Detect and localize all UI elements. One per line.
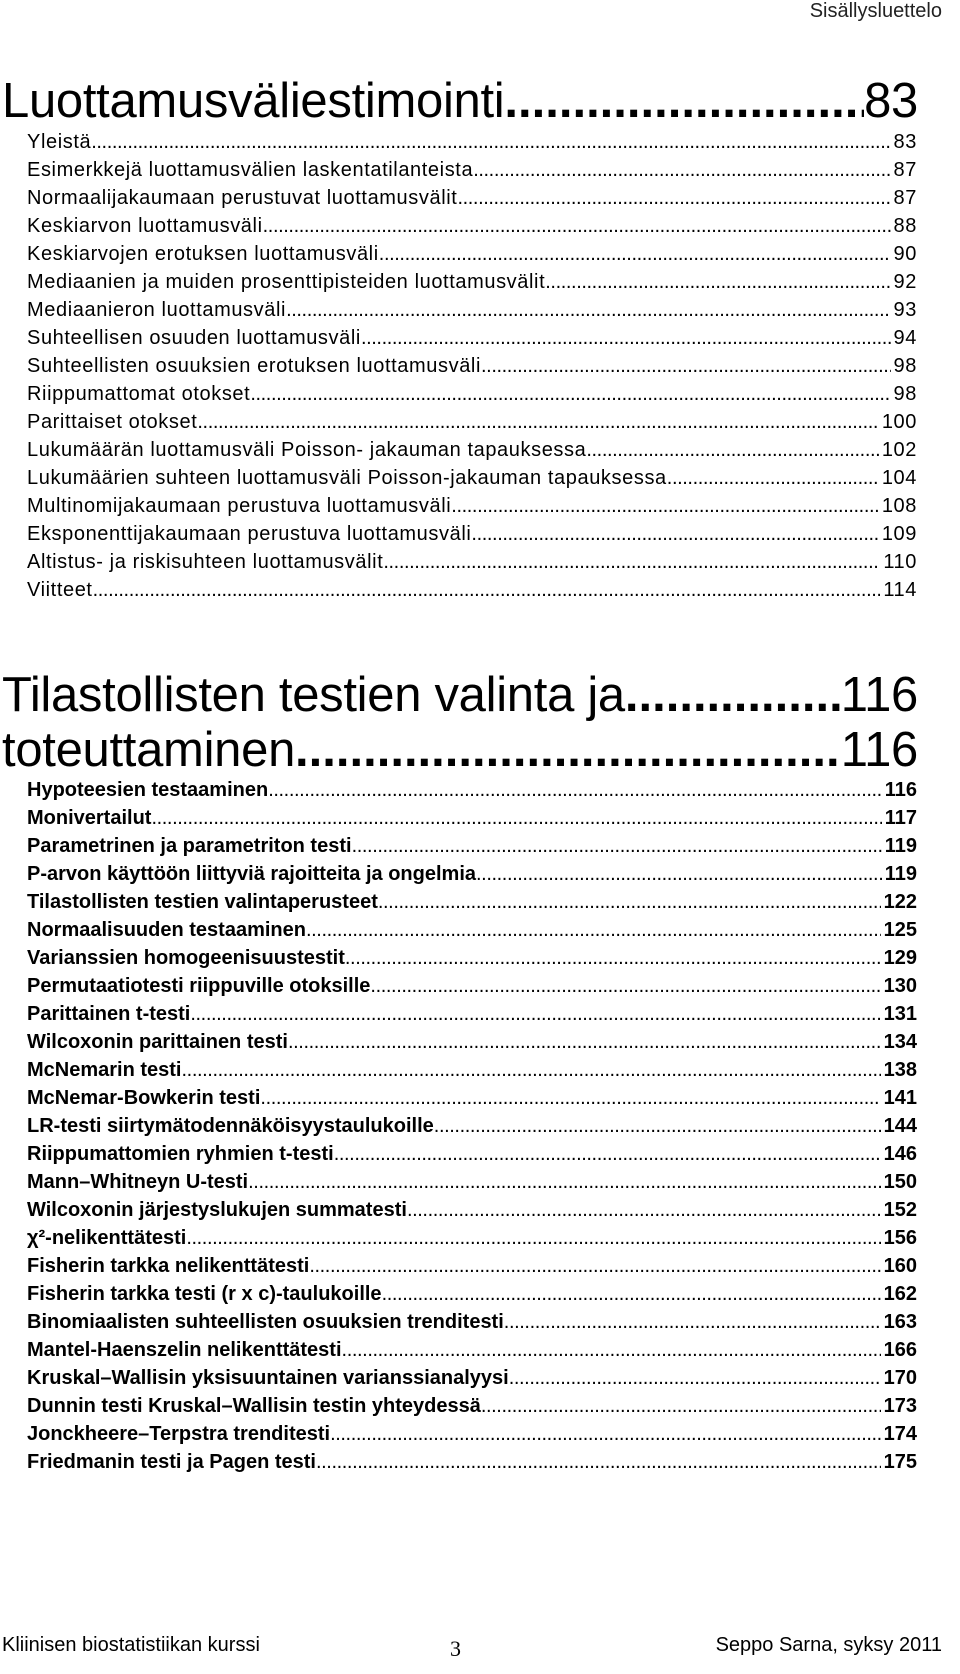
toc-entry[interactable] — [27, 832, 917, 860]
dot-leader — [151, 804, 881, 832]
toc-entry-title: Fisherin tarkka testi (r x c)-taulukoille — [27, 1283, 382, 1305]
toc-entry-page: 94 — [893, 327, 917, 349]
toc-entry-page: 90 — [893, 243, 917, 265]
section-title-test-selection-line2[interactable] — [2, 722, 918, 778]
toc-entry-title: Mediaanien ja muiden prosenttipisteiden luottamusvälit — [27, 271, 546, 293]
toc-entry-title: Parittainen t-testi — [27, 1003, 191, 1025]
toc-entry-page: 138 — [883, 1059, 917, 1081]
dot-leader — [370, 972, 880, 1000]
toc-entry[interactable] — [27, 268, 917, 296]
dot-leader — [263, 212, 891, 240]
toc-entry[interactable] — [27, 804, 917, 832]
toc-entry[interactable] — [27, 1168, 917, 1196]
toc-entry-page: 166 — [883, 1339, 917, 1361]
toc-entry-page: 129 — [883, 947, 917, 969]
toc-entry-title: Mediaanieron luottamusväli — [27, 299, 287, 321]
toc-entry-page: 83 — [893, 131, 917, 153]
toc-entry[interactable] — [27, 916, 917, 944]
dot-leader — [504, 73, 864, 129]
toc-entry[interactable] — [27, 1364, 917, 1392]
dot-leader — [586, 436, 878, 464]
toc-entry-title: Hypoteesien testaaminen — [27, 779, 269, 801]
toc-entry[interactable] — [27, 464, 917, 492]
toc-entry[interactable] — [27, 380, 917, 408]
toc-entry[interactable] — [27, 972, 917, 1000]
toc-entry[interactable] — [27, 1420, 917, 1448]
toc-entry-page: 130 — [883, 975, 917, 997]
toc-entry[interactable] — [27, 1392, 917, 1420]
toc-entry-title: Tilastollisten testien valintaperusteet — [27, 891, 378, 913]
toc-entry-page: 117 — [884, 807, 917, 829]
toc-entry-page: 87 — [893, 159, 917, 181]
section-title-confidence-intervals[interactable] — [2, 73, 918, 129]
section-title-text: Tilastollisten testien valinta ja — [2, 668, 625, 722]
toc-entry-page: 108 — [881, 495, 917, 517]
toc-entry-page: 88 — [893, 215, 917, 237]
toc-entry-page: 131 — [883, 1003, 917, 1025]
dot-leader — [91, 128, 890, 156]
toc-entry-page: 134 — [883, 1031, 917, 1053]
toc-list-confidence-intervals — [27, 128, 917, 604]
dot-leader — [288, 1028, 881, 1056]
toc-entry-page: 109 — [881, 523, 917, 545]
dot-leader — [268, 776, 882, 804]
toc-entry-page: 116 — [884, 779, 917, 801]
toc-entry-title: Yleistä — [27, 131, 92, 153]
dot-leader — [330, 1420, 881, 1448]
toc-entry-title: Parametrinen ja parametriton testi — [27, 835, 352, 857]
toc-entry[interactable] — [27, 296, 917, 324]
toc-entry-title: Viitteet — [27, 579, 93, 601]
toc-entry-page: 119 — [884, 835, 917, 857]
section-page-number: 116 — [840, 668, 918, 722]
dot-leader — [545, 268, 890, 296]
dot-leader — [481, 1392, 881, 1420]
toc-entry-title: Varianssien homogeenisuustestit — [27, 947, 345, 969]
dot-leader — [342, 1336, 881, 1364]
toc-entry-title: Lukumäärien suhteen luottamusväli Poisson-jakauman tapauksessa — [27, 467, 667, 489]
toc-entry[interactable] — [27, 212, 917, 240]
toc-entry[interactable] — [27, 156, 917, 184]
toc-entry-title: P-arvon käyttöön liittyviä rajoitteita ja ongelmia — [27, 863, 476, 885]
toc-entry-page: 98 — [893, 355, 917, 377]
toc-entry-page: 162 — [883, 1283, 917, 1305]
toc-entry-page: 104 — [881, 467, 917, 489]
dot-leader — [457, 184, 890, 212]
toc-entry-title: Suhteellisten osuuksien erotuksen luottamusväli — [27, 355, 482, 377]
dot-leader — [352, 832, 882, 860]
toc-entry[interactable] — [27, 324, 917, 352]
dot-leader — [260, 1084, 880, 1112]
toc-entry-title: Mann–Whitneyn U-testi — [27, 1171, 249, 1193]
toc-entry[interactable] — [27, 1084, 917, 1112]
toc-list-statistical-tests — [27, 776, 917, 1476]
toc-entry[interactable] — [27, 776, 917, 804]
dot-leader — [306, 916, 881, 944]
toc-entry-page: 102 — [881, 439, 917, 461]
toc-entry-page: 100 — [881, 411, 917, 433]
toc-entry-title: Eksponenttijakaumaan perustuva luottamusväli — [27, 523, 472, 545]
toc-entry-title: Riippumattomat otokset — [27, 383, 251, 405]
toc-entry-title: χ²-nelikenttätesti — [27, 1227, 187, 1249]
section-page-number: 116 — [840, 723, 918, 777]
dot-leader — [361, 324, 891, 352]
toc-entry-title: Suhteellisen osuuden luottamusväli — [27, 327, 361, 349]
dot-leader — [667, 464, 879, 492]
toc-entry-page: 92 — [893, 271, 917, 293]
toc-entry[interactable] — [27, 1448, 917, 1476]
toc-entry-page: 110 — [883, 551, 917, 573]
dot-leader — [197, 408, 878, 436]
toc-entry-title: Kruskal–Wallisin yksisuuntainen varianssianalyysi — [27, 1367, 509, 1389]
toc-entry-title: McNemar-Bowkerin testi — [27, 1087, 261, 1109]
section-title-test-selection-line1[interactable] — [2, 667, 918, 723]
dot-leader — [378, 888, 881, 916]
toc-entry-page: 150 — [883, 1171, 917, 1193]
toc-entry[interactable] — [27, 436, 917, 464]
section-title-text: toteuttaminen — [2, 723, 296, 777]
dot-leader — [250, 380, 890, 408]
toc-entry[interactable] — [27, 128, 917, 156]
toc-entry-page: 119 — [884, 863, 917, 885]
toc-entry-title: Multinomijakaumaan perustuva luottamusväli — [27, 495, 452, 517]
toc-entry[interactable] — [27, 1280, 917, 1308]
toc-entry[interactable] — [27, 1000, 917, 1028]
toc-entry-page: 141 — [883, 1087, 917, 1109]
toc-entry-page: 98 — [893, 383, 917, 405]
toc-entry[interactable] — [27, 1252, 917, 1280]
toc-entry[interactable] — [27, 492, 917, 520]
toc-entry-title: Altistus- ja riskisuhteen luottamusvälit — [27, 551, 384, 573]
toc-entry[interactable] — [27, 576, 917, 604]
toc-entry-title: Riippumattomien ryhmien t-testi — [27, 1143, 334, 1165]
dot-leader — [473, 156, 890, 184]
toc-entry[interactable] — [27, 944, 917, 972]
dot-leader — [383, 548, 880, 576]
footer-author: Seppo Sarna, syksy 2011 — [715, 1634, 942, 1656]
toc-entry-title: Esimerkkejä luottamusvälien laskentatilanteista — [27, 159, 474, 181]
toc-entry-page: 152 — [883, 1199, 917, 1221]
dot-leader — [345, 944, 881, 972]
toc-entry-page: 125 — [883, 919, 917, 941]
toc-entry[interactable] — [27, 1308, 917, 1336]
toc-entry-title: Keskiarvon luottamusväli — [27, 215, 263, 237]
toc-entry-page: 146 — [883, 1143, 917, 1165]
toc-entry[interactable] — [27, 520, 917, 548]
toc-entry-title: Friedmanin testi ja Pagen testi — [27, 1451, 316, 1473]
toc-entry-page: 170 — [883, 1367, 917, 1389]
toc-entry[interactable] — [27, 184, 917, 212]
dot-leader — [481, 352, 891, 380]
toc-entry-page: 87 — [893, 187, 917, 209]
footer-page-number: 3 — [450, 1636, 461, 1661]
toc-entry-title: Monivertailut — [27, 807, 152, 829]
toc-entry-title: McNemarin testi — [27, 1059, 182, 1081]
toc-entry-page: 163 — [883, 1311, 917, 1333]
section-title-text: Luottamusväliestimointi — [2, 74, 505, 128]
toc-entry-page: 175 — [883, 1451, 917, 1473]
running-header: Sisällysluettelo — [809, 0, 942, 22]
toc-entry[interactable] — [27, 888, 917, 916]
dot-leader — [476, 860, 882, 888]
dot-leader — [509, 1364, 881, 1392]
dot-leader — [309, 1252, 880, 1280]
section-page-number: 83 — [864, 74, 918, 128]
toc-entry-title: LR-testi siirtymätodennäköisyystaulukoille — [27, 1115, 434, 1137]
toc-entry[interactable] — [27, 408, 917, 436]
toc-entry-title: Permutaatiotesti riippuville otoksille — [27, 975, 371, 997]
toc-entry-page: 114 — [883, 579, 917, 601]
dot-leader — [434, 1112, 881, 1140]
dot-leader — [295, 722, 841, 778]
toc-entry-title: Normaalisuuden testaaminen — [27, 919, 306, 941]
dot-leader — [471, 520, 878, 548]
toc-entry[interactable] — [27, 1112, 917, 1140]
dot-leader — [379, 240, 891, 268]
toc-entry[interactable] — [27, 352, 917, 380]
dot-leader — [451, 492, 879, 520]
toc-entry-title: Wilcoxonin järjestyslukujen summatesti — [27, 1199, 407, 1221]
toc-entry-page: 93 — [893, 299, 917, 321]
dot-leader — [316, 1448, 881, 1476]
dot-leader — [182, 1056, 881, 1084]
toc-entry[interactable] — [27, 860, 917, 888]
toc-entry[interactable] — [27, 1224, 917, 1252]
footer-course-name: Kliinisen biostatistiikan kurssi — [2, 1634, 260, 1656]
toc-entry-page: 173 — [883, 1395, 917, 1417]
dot-leader — [93, 576, 881, 604]
toc-entry-title: Lukumäärän luottamusväli Poisson- jakauman tapauksessa — [27, 439, 587, 461]
dot-leader — [504, 1308, 881, 1336]
toc-entry-title: Fisherin tarkka nelikenttätesti — [27, 1255, 310, 1277]
toc-entry-page: 160 — [883, 1255, 917, 1277]
toc-entry[interactable] — [27, 1336, 917, 1364]
toc-entry-title: Binomiaalisten suhteellisten osuuksien trenditesti — [27, 1311, 504, 1333]
toc-entry[interactable] — [27, 548, 917, 576]
dot-leader — [334, 1140, 881, 1168]
dot-leader — [248, 1168, 881, 1196]
toc-entry-page: 156 — [883, 1227, 917, 1249]
toc-entry[interactable] — [27, 1028, 917, 1056]
dot-leader — [382, 1280, 881, 1308]
dot-leader — [407, 1196, 881, 1224]
toc-entry-page: 122 — [883, 891, 917, 913]
toc-entry-title: Keskiarvojen erotuksen luottamusväli — [27, 243, 379, 265]
toc-entry[interactable] — [27, 1056, 917, 1084]
toc-entry[interactable] — [27, 1140, 917, 1168]
dot-leader — [625, 667, 841, 723]
dot-leader — [186, 1224, 880, 1252]
toc-entry[interactable] — [27, 1196, 917, 1224]
toc-entry-title: Jonckheere–Terpstra trenditesti — [27, 1423, 331, 1445]
toc-entry-title: Normaalijakaumaan perustuvat luottamusvälit — [27, 187, 458, 209]
toc-entry-title: Wilcoxonin parittainen testi — [27, 1031, 288, 1053]
dot-leader — [286, 296, 890, 324]
toc-entry-title: Dunnin testi Kruskal–Wallisin testin yhteydessä — [27, 1395, 481, 1417]
toc-entry-title: Mantel-Haenszelin nelikenttätesti — [27, 1339, 342, 1361]
dot-leader — [190, 1000, 880, 1028]
page-footer — [2, 1634, 942, 1661]
toc-entry-page: 144 — [883, 1115, 917, 1137]
toc-entry-title: Parittaiset otokset — [27, 411, 198, 433]
toc-entry-page: 174 — [883, 1423, 917, 1445]
toc-entry[interactable] — [27, 240, 917, 268]
